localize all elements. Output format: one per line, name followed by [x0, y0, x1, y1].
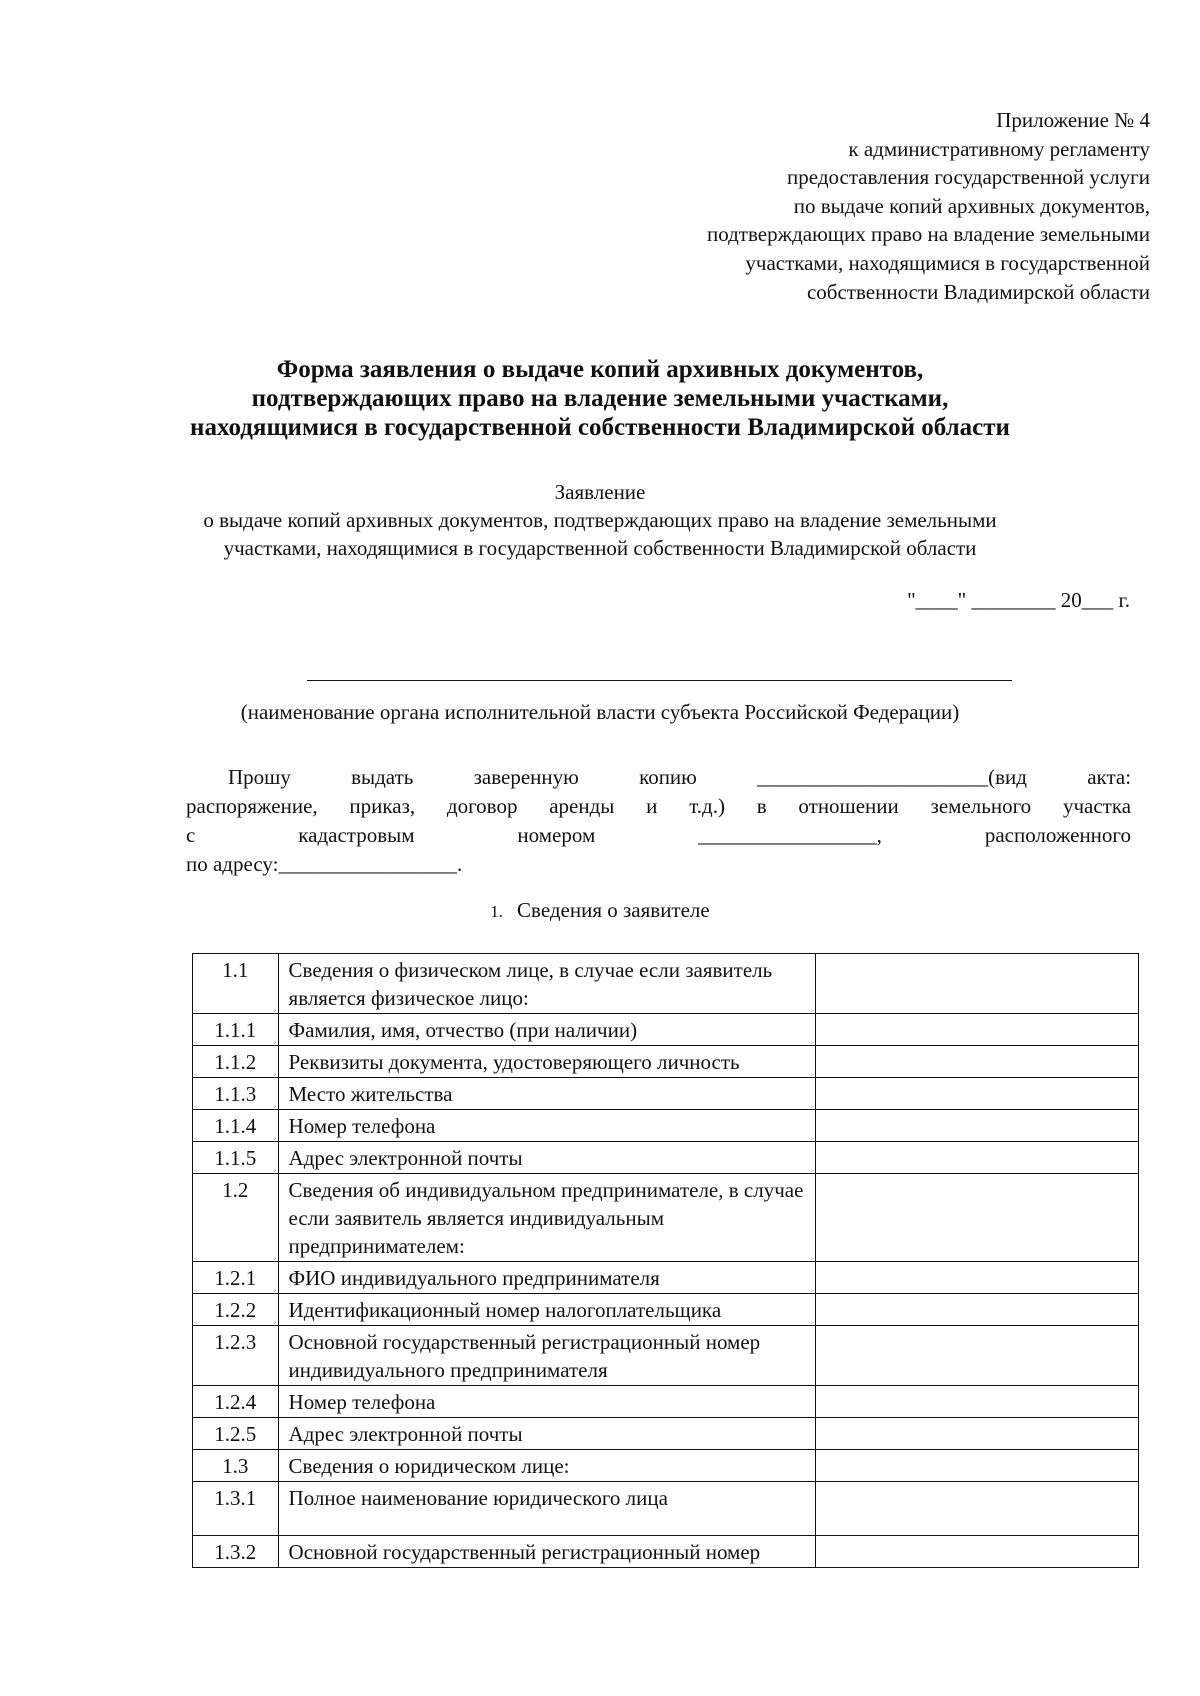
request-word: расположенного [984, 823, 1132, 847]
request-word: аренды [549, 794, 615, 818]
row-number: 1.2.3 [193, 1326, 279, 1386]
statement-heading: Заявление [554, 480, 646, 504]
row-number: 1.3.1 [193, 1482, 279, 1536]
cadastral-number-blank[interactable]: _________________, [698, 823, 882, 847]
table-row [193, 1142, 1139, 1174]
appendix-line: участками, находящимися в государственной [745, 250, 1150, 275]
section-title-text: Сведения о заявителе [517, 898, 710, 922]
address-blank[interactable]: по адресу:_________________. [186, 852, 463, 876]
act-type-blank[interactable]: ______________________(вид [757, 765, 1027, 789]
row-value-field[interactable] [815, 1262, 1138, 1294]
row-value-field[interactable] [815, 1536, 1138, 1568]
table-row [193, 1294, 1139, 1326]
request-text-line [186, 792, 1131, 821]
row-number: 1.2.4 [193, 1386, 279, 1418]
row-description: Фамилия, имя, отчество (при наличии) [278, 1014, 815, 1046]
appendix-line: предоставления государственной услуги [787, 165, 1150, 190]
request-word: в [756, 794, 767, 818]
row-description: Основной государственный регистрационный номер [278, 1536, 815, 1568]
request-word: и [646, 794, 658, 818]
row-value-field[interactable] [815, 1418, 1138, 1450]
row-value-field[interactable] [815, 1326, 1138, 1386]
request-word: отношении [798, 794, 899, 818]
row-number: 1.2.5 [193, 1418, 279, 1450]
request-text-line [186, 821, 1131, 850]
statement-heading-block [60, 478, 1140, 562]
table-row [193, 1046, 1139, 1078]
row-number: 1.2.1 [193, 1262, 279, 1294]
row-value-field[interactable] [815, 1482, 1138, 1536]
row-value-field[interactable] [815, 1110, 1138, 1142]
table-row [193, 1482, 1139, 1536]
date-field[interactable]: "____" ________ 20___ г. [907, 588, 1130, 612]
request-word: кадастровым [298, 823, 415, 847]
row-description: Основной государственный регистрационный номер индивидуального предпринимателя [278, 1326, 815, 1386]
form-title-line: находящимися в государственной собственности Владимирской области [190, 414, 1010, 441]
table-row [193, 1174, 1139, 1262]
table-row [193, 1078, 1139, 1110]
statement-subtitle-line: о выдаче копий архивных документов, подтверждающих право на владение земельными [203, 508, 997, 532]
row-description: Адрес электронной почты [278, 1142, 815, 1174]
appendix-line: подтверждающих право на владение земельными [706, 222, 1150, 247]
row-description: ФИО индивидуального предпринимателя [278, 1262, 815, 1294]
table-row [193, 1262, 1139, 1294]
table-row [193, 1014, 1139, 1046]
row-value-field[interactable] [815, 1014, 1138, 1046]
section-number: 1. [490, 902, 504, 921]
row-description: Номер телефона [278, 1386, 815, 1418]
table-row [193, 1418, 1139, 1450]
request-text-line [228, 763, 1131, 792]
table-row [193, 1326, 1139, 1386]
row-number: 1.2.2 [193, 1294, 279, 1326]
row-value-field[interactable] [815, 1078, 1138, 1110]
appendix-line: собственности Владимирской области [806, 279, 1150, 304]
request-word: номером [517, 823, 596, 847]
row-value-field[interactable] [815, 1386, 1138, 1418]
row-number: 1.1.1 [193, 1014, 279, 1046]
row-value-field[interactable] [815, 954, 1138, 1014]
row-value-field[interactable] [815, 1294, 1138, 1326]
row-value-field[interactable] [815, 1142, 1138, 1174]
request-word: выдать [351, 765, 414, 789]
row-description: Сведения об индивидуальном предпринимателе, в случае если заявитель является индивидуальным предпринимателем: [278, 1174, 815, 1262]
table-row [193, 1450, 1139, 1482]
form-title-line: Форма заявления о выдаче копий архивных документов, [276, 356, 924, 383]
request-word: Прошу [228, 765, 291, 789]
request-word: приказ, [349, 794, 416, 818]
request-word: договор [446, 794, 518, 818]
row-description: Адрес электронной почты [278, 1418, 815, 1450]
row-number: 1.1.3 [193, 1078, 279, 1110]
table-row [193, 1536, 1139, 1568]
row-value-field[interactable] [815, 1046, 1138, 1078]
authority-caption: (наименование органа исполнительной власти субъекта Российской Федерации) [240, 700, 960, 724]
row-value-field[interactable] [815, 1174, 1138, 1262]
request-word: заверенную [473, 765, 579, 789]
request-word: земельного [930, 794, 1032, 818]
request-word: участка [1062, 794, 1132, 818]
request-word: т.д.) [689, 794, 725, 818]
row-number: 1.1.2 [193, 1046, 279, 1078]
appendix-line: по выдаче копий архивных документов, [793, 193, 1150, 218]
row-number: 1.3 [193, 1450, 279, 1482]
appendix-line: к административному регламенту [848, 136, 1150, 161]
row-description: Сведения о физическом лице, в случае если заявитель является физическое лицо: [278, 954, 815, 1014]
table-row [193, 1386, 1139, 1418]
table-row [193, 954, 1139, 1014]
applicant-info-table [192, 953, 1139, 1568]
row-number: 1.2 [193, 1174, 279, 1262]
row-description: Полное наименование юридического лица [278, 1482, 815, 1536]
row-number: 1.3.2 [193, 1536, 279, 1568]
row-description: Место жительства [278, 1078, 815, 1110]
row-number: 1.1 [193, 954, 279, 1014]
appendix-line: Приложение № 4 [996, 108, 1150, 132]
request-word: с [186, 823, 196, 847]
statement-subtitle-line: участками, находящимися в государственной собственности Владимирской области [223, 536, 977, 560]
row-description: Реквизиты документа, удостоверяющего личность [278, 1046, 815, 1078]
section-title [0, 898, 1200, 923]
form-title-line: подтверждающих право на владение земельными участками, [251, 385, 949, 412]
request-word: копию [639, 765, 697, 789]
row-number: 1.1.4 [193, 1110, 279, 1142]
appendix-header [590, 106, 1150, 306]
form-title [60, 355, 1140, 442]
row-description: Идентификационный номер налогоплательщика [278, 1294, 815, 1326]
authority-name-blank[interactable] [307, 680, 1012, 681]
row-description: Номер телефона [278, 1110, 815, 1142]
request-word: распоряжение, [186, 794, 318, 818]
table-row [193, 1110, 1139, 1142]
row-description: Сведения о юридическом лице: [278, 1450, 815, 1482]
row-value-field[interactable] [815, 1450, 1138, 1482]
row-number: 1.1.5 [193, 1142, 279, 1174]
request-word: акта: [1087, 765, 1132, 789]
